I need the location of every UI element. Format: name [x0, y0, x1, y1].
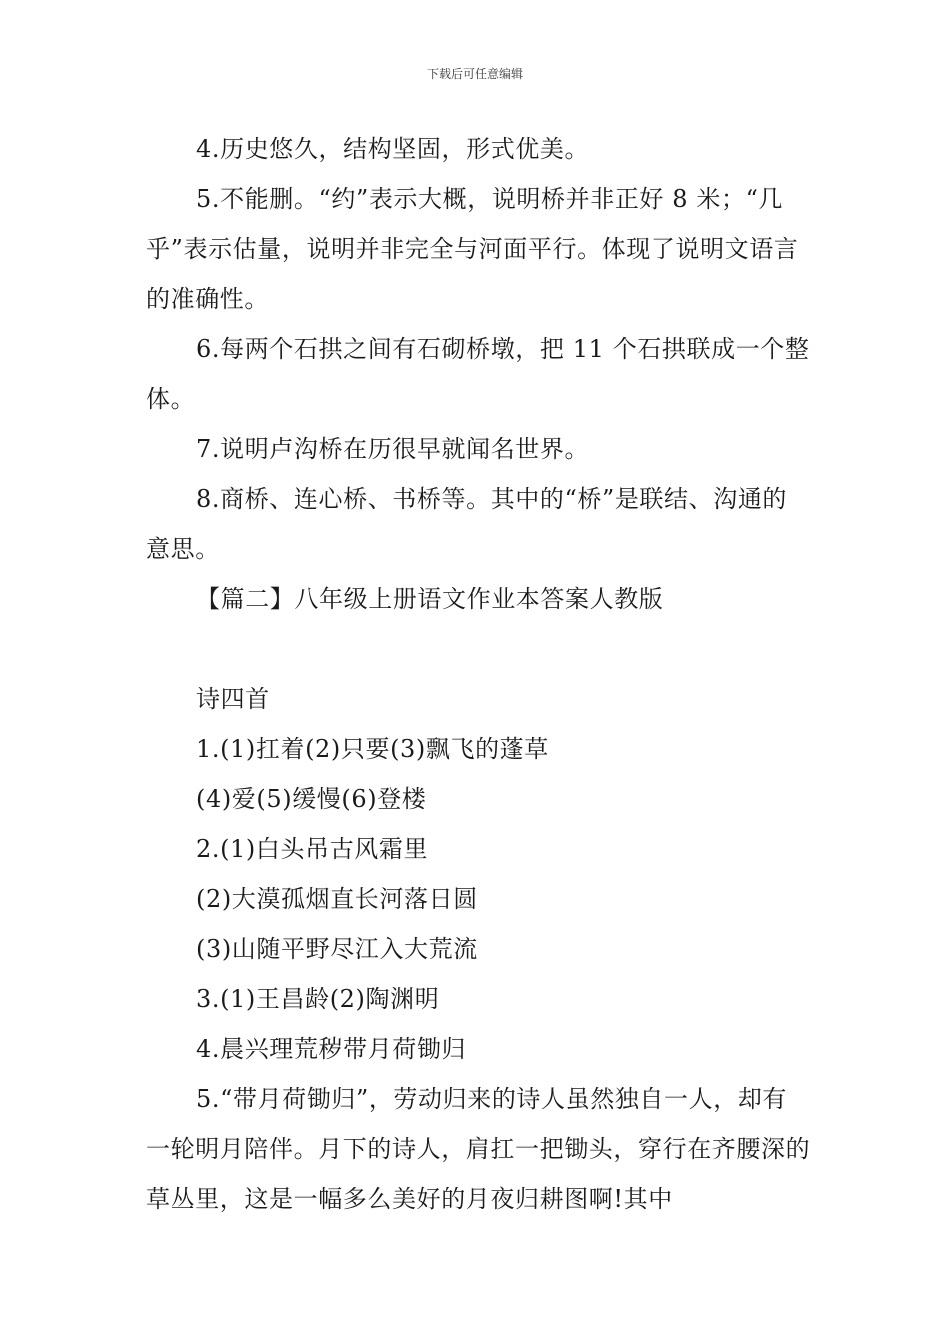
paragraph: 5.不能删。“约”表示大概，说明桥并非正好 8 米；“几乎”表示估量，说明并非完全与河面平行。体现了说明文语言的准确性。 [146, 185, 799, 313]
paragraph: (2)大漠孤烟直长河落日圆 [196, 885, 478, 913]
paragraph: 4.历史悠久，结构坚固，形式优美。 [196, 135, 590, 163]
paragraph: 诗四首 [196, 685, 270, 713]
paragraph: 2.(1)白头吊古风霜里 [196, 835, 429, 863]
paragraph: 3.(1)王昌龄(2)陶渊明 [196, 985, 440, 1013]
paragraph: (3)山随平野尽江入大荒流 [196, 935, 478, 963]
paragraph: 1.(1)扛着(2)只要(3)飘飞的蓬草 [196, 735, 549, 763]
paragraph: 8.商桥、连心桥、书桥等。其中的“桥”是联结、沟通的意思。 [146, 485, 788, 563]
blank-line [146, 624, 811, 674]
paragraph: 4.晨兴理荒秽带月荷锄归 [196, 1035, 467, 1063]
paragraph: 7.说明卢沟桥在历很早就闻名世界。 [196, 435, 590, 463]
paragraph: 6.每两个石拱之间有石砌桥墩，把 11 个石拱联成一个整体。 [146, 335, 810, 413]
paragraph: 5.“带月荷锄归”，劳动归来的诗人虽然独自一人，却有一轮明月陪伴。月下的诗人，肩扛一把锄头，穿行在齐腰深的草丛里，这是一幅多么美好的月夜归耕图啊!其中 [146, 1085, 811, 1213]
document-body [146, 124, 811, 1224]
paragraph: (4)爱(5)缓慢(6)登楼 [196, 785, 427, 813]
page-header: 下载后可任意编辑 [426, 67, 523, 81]
paragraph: 【篇二】八年级上册语文作业本答案人教版 [196, 585, 664, 613]
